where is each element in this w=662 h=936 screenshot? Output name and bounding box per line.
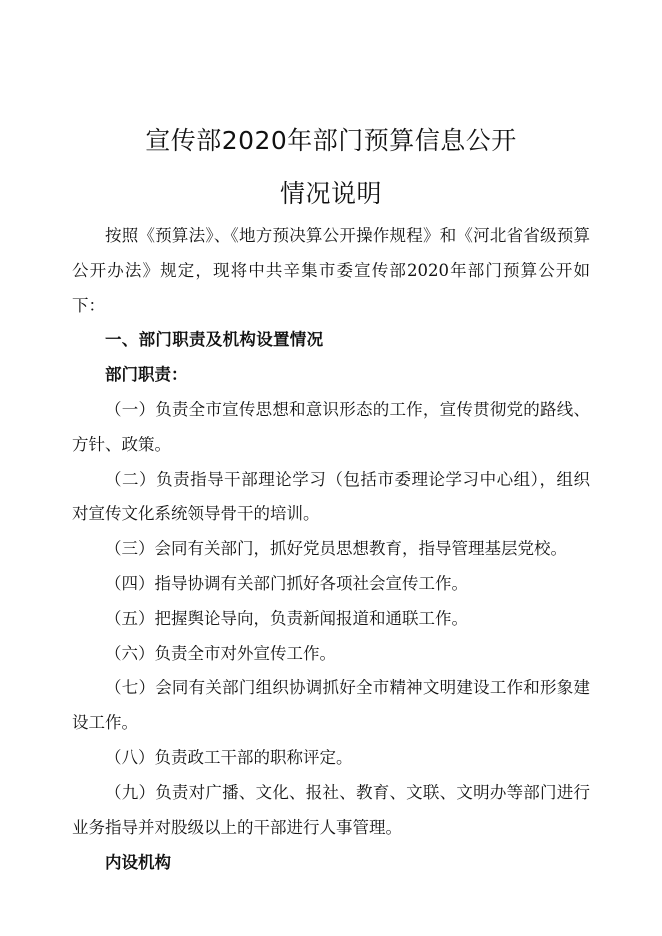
duty-item-5: （五）把握舆论导向，负责新闻报道和通联工作。 <box>105 608 468 628</box>
duty-item-6: （六）负责全市对外宣传工作。 <box>105 643 336 663</box>
duty-item-3: （三）会同有关部门，抓好党员思想教育，指导管理基层党校。 <box>105 539 567 559</box>
duty-item-4: （四）指导协调有关部门抓好各项社会宣传工作。 <box>105 573 468 593</box>
document-title-line-2: 情况说明 <box>279 179 382 208</box>
document-title-line-1: 宣传部2020年部门预算信息公开 <box>145 126 517 155</box>
duty-item-8: （八）负责政工干部的职称评定。 <box>105 747 353 767</box>
duty-item-9: （九）负责对广播、文化、报社、教育、文联、文明办等部门进行业务指导并对股级以上的干部进行人事管理。 <box>72 782 590 837</box>
section-heading-1: 一、部门职责及机构设置情况 <box>105 330 324 350</box>
intro-paragraph: 按照《预算法》、《地方预决算公开操作规程》和《河北省省级预算公开办法》规定，现将中共辛集市委宣传部2020年部门预算公开如下： <box>72 226 590 315</box>
duty-item-1: （一）负责全市宣传思想和意识形态的工作，宣传贯彻党的路线、方针、政策。 <box>72 399 590 454</box>
duties-heading: 部门职责： <box>105 365 188 385</box>
duty-item-7: （七）会同有关部门组织协调抓好全市精神文明建设工作和形象建设工作。 <box>72 678 590 733</box>
duty-item-2: （二）负责指导干部理论学习（包括市委理论学习中心组），组织对宣传文化系统领导骨干的培训。 <box>72 469 590 524</box>
document-body <box>72 219 590 881</box>
internal-org-heading: 内设机构 <box>105 853 171 873</box>
